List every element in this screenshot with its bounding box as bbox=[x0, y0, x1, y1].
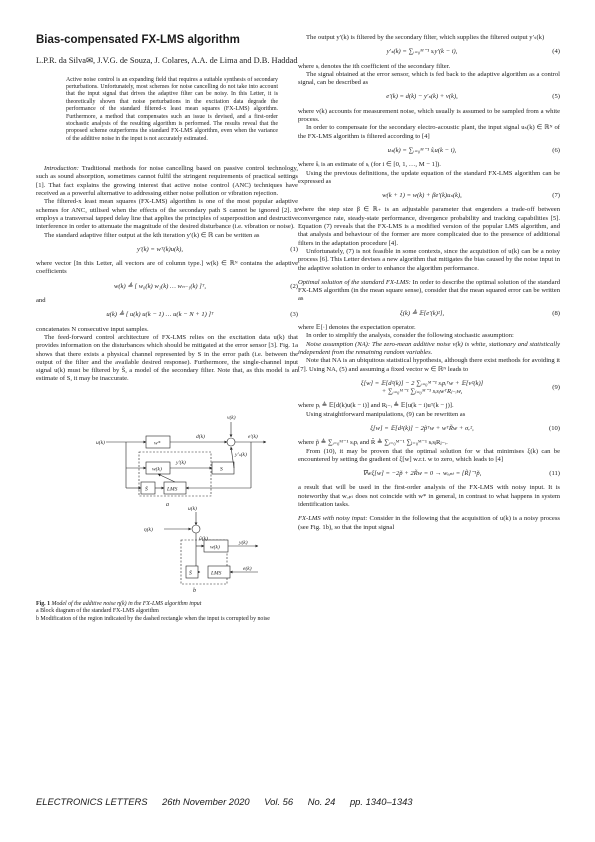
paragraph-si: where sᵢ denotes the ith coefficient of the secondary filter. bbox=[298, 62, 451, 70]
figure-label-eta: η(k) bbox=[144, 526, 153, 533]
equation-10-number: (10) bbox=[549, 424, 560, 432]
figure-label-y: y(k) bbox=[239, 539, 248, 546]
paragraph-na: Note that NA is an ubiquitous statistical hypothesis, although there exist methods for avoiding it [7]. Using NA, (5) and assuming a fixed vector w ∈ ℝᴺ leads to bbox=[298, 357, 560, 373]
equation-2-number: (2) bbox=[290, 282, 298, 290]
paragraph-result: a result that will be used in the first-order analysis of the FX-LMS with noisy input. It is noteworthy that wₒₚₜ does not coincide with w* in general, in contrast to what happens in system identification tasks. bbox=[298, 484, 560, 509]
equation-8-body: ξ(k) ≜ 𝔼[e′(k)²], bbox=[399, 309, 445, 317]
figure-label-u-b: u(k) bbox=[188, 505, 197, 512]
footer-date: 26th November 2020 bbox=[162, 796, 250, 807]
paragraph-step-size: where the step size β ∈ ℝ₊ is an adjustable parameter that engenders a trade-off between convergence rate, steady-state performance, divergence probability and tracking capabilities [5]. Equation (7) reveals that the FX-LMS is a modified version of the popular LMS algorithm, and that analysis and behaviour of the former are more complicated due to the presence of additional filters in the adaptation procedure [4]. bbox=[298, 206, 560, 247]
figure-label-e-b: e(k) bbox=[243, 565, 252, 572]
equation-8 bbox=[298, 310, 560, 318]
equation-5 bbox=[298, 93, 560, 101]
equation-4-number: (4) bbox=[552, 48, 560, 56]
equation-4 bbox=[298, 48, 560, 56]
paragraph-estimate: where ŝᵢ is an estimate of sᵢ (for i ∈ [0, 1, …, M − 1]). bbox=[298, 161, 441, 169]
figure-panel-a-label: a bbox=[166, 501, 169, 508]
equation-1 bbox=[36, 246, 298, 254]
figure-label-v: v(k) bbox=[227, 414, 236, 421]
equation-1-body: y′(k) = wᵀ(k)u(k), bbox=[137, 245, 183, 253]
paper-title: Bias-compensated FX-LMS algorithm bbox=[36, 34, 240, 46]
equation-3-body: u(k) ≜ [ u(k) u(k − 1) … u(k − N + 1) ]ᵀ bbox=[106, 311, 214, 319]
paragraph-fxlms: The filtered-x least mean squares (FX-LMS) algorithm is one of the most popular adaptive schemes for ANC, utilised when the effects of the secondary path S cannot be ignored [2]. It employs a transversal tapped delay line that applies the principles of superposition and destructive interference in order to attenuate the magnitude of the desired disturbance (i.e. vibration or noise). bbox=[36, 198, 298, 231]
figure-label-w-star: w* bbox=[154, 440, 161, 447]
footer-volume: Vol. 56 bbox=[264, 796, 294, 807]
figure-block-lms-b: LMS bbox=[211, 570, 222, 577]
section-heading-optimal: Optimal solution of the standard FX-LMS: bbox=[298, 278, 411, 286]
paragraph-error-signal: The signal obtained at the error sensor, which is fed back to the adaptive algorithm as a control signal, can be described as bbox=[298, 70, 560, 87]
paragraph-noise-assumption: Noise assumption (NA): The zero-mean additive noise v(k) is white, stationary and statistically independent from the remaining random variables. bbox=[298, 340, 560, 356]
equation-9 bbox=[298, 380, 560, 397]
equation-9-body bbox=[298, 380, 546, 397]
equation-8-number: (8) bbox=[552, 309, 560, 317]
paragraph-simplify: In order to simplify the analysis, consider the following stochastic assumption: bbox=[306, 332, 514, 340]
equation-2 bbox=[36, 283, 298, 291]
equation-11-body: ∇wξ[w] = −2p̃ + 2R̃w = 0 → wₒₚₜ = [R̃]⁻¹p̃, bbox=[362, 470, 482, 478]
equation-5-body: e′(k) = d(k) − y′ₛ(k) + v(k), bbox=[386, 93, 458, 101]
equation-2-body: w(k) ≜ [ w₀(k) w₁(k) … wₙ₋₁(k) ]ᵀ, bbox=[113, 282, 207, 290]
equation-10-body: ξ[w] = 𝔼[d²(k)] − 2p̃ᵀw + wᵀR̃w + σᵥ², bbox=[370, 424, 474, 432]
optimal-text: In order to describe the optimal solution of the standard FX-LMS algorithm (in the mean square sense), consider that the mean squared error can be written as bbox=[298, 278, 560, 303]
figure-label-y-prime: y′(k) bbox=[176, 459, 186, 466]
figure-1-diagram bbox=[36, 394, 298, 594]
footer-pages: pp. 1340–1343 bbox=[349, 796, 413, 807]
intro-paragraph bbox=[36, 165, 298, 198]
paragraph-feedforward: The feed-forward control architecture of FX-LMS relies on the excitation data u(k) that provides information on the disturbances which should be mitigated at the error sensor [3]. Fig. 1a shows that there exists a physical channel represented by S in the error path (i.e. between the output of the filter and the available desired response). Furthermore, the single-channel input signal u(k) must be filtered by Ŝ, a model of the secondary filter. Note that, as this model is an estimate of S, it may be inaccurate. bbox=[36, 333, 298, 383]
equation-3 bbox=[36, 311, 298, 319]
figure-label-w-b: w(k) bbox=[210, 544, 220, 551]
author-list: L.P.R. da Silva✉, J.V.G. de Souza, J. Colares, A.A. de Lima and D.B. Haddad bbox=[36, 56, 298, 65]
figure-caption-a: a Block diagram of the standard FX-LMS algorithm bbox=[36, 608, 159, 615]
equation-6-number: (6) bbox=[552, 146, 560, 154]
equation-7 bbox=[298, 192, 560, 200]
section-heading-introduction: Introduction: bbox=[44, 165, 79, 173]
equation-11 bbox=[298, 470, 560, 478]
figure-1 bbox=[36, 394, 298, 623]
equation-6 bbox=[298, 147, 560, 155]
abstract: Active noise control is an expanding field that requires a suitable synthesis of secondary perturbations. Unfortunately, most schemes for noise cancelling do not take into account that the input signal that drives the adaptive filter can be noisy. In this Letter, it is theoretically shown that noise perturbations in the excitation data degrade the performance of the standard filtered-x least mean squares (FX-LMS) algorithm. Furthermore, a method that compensates such an issue is devised, and a first-order stochastic analysis of the resulting algorithm is performed. The results reveal that the proposed scheme outperforms the standard FX-LMS algorithm, even when the variance of the additive noise in the input is not accurately estimated. bbox=[66, 76, 278, 142]
equation-7-number: (7) bbox=[552, 192, 560, 200]
footer-number: No. 24 bbox=[307, 796, 336, 807]
paragraph-update: Using the previous definitions, the update equation of the standard FX-LMS algorithm can be expressed as bbox=[298, 169, 560, 185]
figure-label-u-tilde: ũ(k) bbox=[199, 535, 208, 542]
intro-text: Traditional methods for noise cancelling based on passive control technology, such as sound absorption, sometimes cannot fulfil the stringent requirements of practical settings [1]. That fact explains the growing interest that active noise control (ANC) techniques have received as a powerful alternative to addressing either noise pollution or vibration rejection. bbox=[36, 165, 298, 198]
figure-label-w: w(k) bbox=[152, 466, 162, 473]
and-text: and bbox=[36, 297, 46, 305]
figure-caption-label: Fig. 1 bbox=[36, 600, 51, 607]
paragraph-gradient: From (10), it may be proven that the optimal solution for w that minimises ξ(k) can be encountered by setting the gradient of ξ[w] w.r.t. w to zero, which leads to [4] bbox=[298, 447, 560, 463]
figure-block-s-hat: Ŝ bbox=[145, 486, 148, 493]
paragraph-vector-w: where vector [In this Letter, all vectors are of column type.] w(k) ∈ ℝᴺ contains the adaptive coefficients bbox=[36, 260, 298, 276]
figure-label-e: e′(k) bbox=[248, 433, 258, 440]
equation-9-line-2: + ∑ᵢ₌₀ᴹ⁻¹ ∑ⱼ₌₀ᴹ⁻¹ sᵢsⱼwᵀRⱼ₋ᵢw, bbox=[381, 388, 463, 396]
figure-block-s-hat-b: Ŝ bbox=[189, 570, 192, 577]
figure-caption-b: b Modification of the region indicated by the dashed rectangle when the input is corrupted by noise bbox=[36, 615, 270, 622]
equation-9-number: (9) bbox=[552, 383, 560, 391]
equation-3-number: (3) bbox=[290, 311, 298, 319]
equation-10 bbox=[298, 425, 560, 433]
left-column bbox=[36, 34, 298, 623]
figure-block-s: S bbox=[220, 466, 223, 473]
equation-4-body: y′ₛ(k) = ∑ᵢ₌₀ᴹ⁻¹ sᵢy′(k − i), bbox=[386, 48, 458, 56]
page-footer bbox=[36, 796, 561, 807]
paragraph-noisy-input bbox=[298, 515, 560, 532]
paragraph-filter-output: The standard adaptive filter output at the kth iteration y′(k) ∈ ℝ can be written as bbox=[44, 231, 260, 239]
paragraph-secondary-filter: The output y′(k) is filtered by the secondary filter, which supplies the filtered output y′ₛ(k) bbox=[306, 34, 545, 41]
paragraph-pi-r: where pᵢ ≜ 𝔼[d(k)u(k − i)] and Rⱼ₋ᵢ ≜ 𝔼[u(k − i)uᵀ(k − j)]. bbox=[298, 402, 454, 410]
equation-11-number: (11) bbox=[549, 470, 560, 478]
figure-label-d: d(k) bbox=[196, 433, 205, 440]
footer-journal: ELECTRONICS LETTERS bbox=[36, 796, 148, 807]
noisy-input-text: Consider in the following that the acquisition of u(k) is a noisy process (see Fig. 1b), so that the input signal bbox=[298, 515, 560, 531]
equation-1-number: (1) bbox=[290, 245, 298, 253]
equation-6-body: uₛ(k) = ∑ᵢ₌₀ᴹ⁻¹ ŝᵢu(k − i), bbox=[387, 146, 457, 154]
paragraph-compensate: In order to compensate for the secondary electro-acoustic plant, the input signal uₛ(k) ∈ ℝᴺ of the FX-LMS algorithm is filtered according to [4] bbox=[298, 124, 560, 140]
paragraph-measurement-noise: where v(k) accounts for measurement noise, which usually is assumed to be sampled from a white process. bbox=[298, 107, 560, 124]
paragraph-concatenates: concatenates N consecutive input samples. bbox=[36, 325, 149, 333]
paragraph-manipulations: Using straightforward manipulations, (9) can be rewritten as bbox=[306, 410, 466, 418]
figure-caption bbox=[36, 601, 298, 623]
figure-caption-text: Model of the additive noise η(k) in the FX-LMS algorithm input bbox=[50, 600, 202, 607]
section-heading-noisy: FX-LMS with noisy input: bbox=[298, 515, 368, 523]
equation-9-line-1: ξ[w] = 𝔼[d²(k)] − 2 ∑ᵢ₌₀ᴹ⁻¹ sᵢpᵢᵀw + 𝔼[v²(k)] bbox=[360, 379, 484, 387]
right-column bbox=[298, 34, 560, 532]
paragraph-unfortunately: Unfortunately, (7) is not feasible in some contexts, since the acquisition of u(k) can be a noisy process [6]. This Letter devises a new algorithm that mitigates the bias caused by the noise input in the adaptive solution in order to enhance the algorithm performance. bbox=[298, 247, 560, 272]
paragraph-p-tilde: where p̃ ≜ ∑ᵢ₌₀ᴹ⁻¹ sᵢpᵢ and R̃ ≜ ∑ᵢ₌₀ᴹ⁻¹ ∑ⱼ₌₀ᴹ⁻¹ sᵢsⱼRⱼ₋ᵢ. bbox=[298, 439, 448, 447]
equation-5-number: (5) bbox=[552, 93, 560, 101]
figure-panel-b-label: b bbox=[193, 587, 196, 594]
figure-label-y-s: y′ₛ(k) bbox=[235, 451, 247, 458]
paragraph-expectation: where 𝔼[·] denotes the expectation operator. bbox=[298, 324, 416, 332]
figure-block-lms: LMS bbox=[167, 486, 178, 493]
figure-label-u: u(k) bbox=[96, 439, 105, 446]
paragraph-optimal bbox=[298, 279, 560, 304]
equation-7-body: w(k + 1) = w(k) + βe′(k)uₛ(k), bbox=[382, 192, 462, 200]
